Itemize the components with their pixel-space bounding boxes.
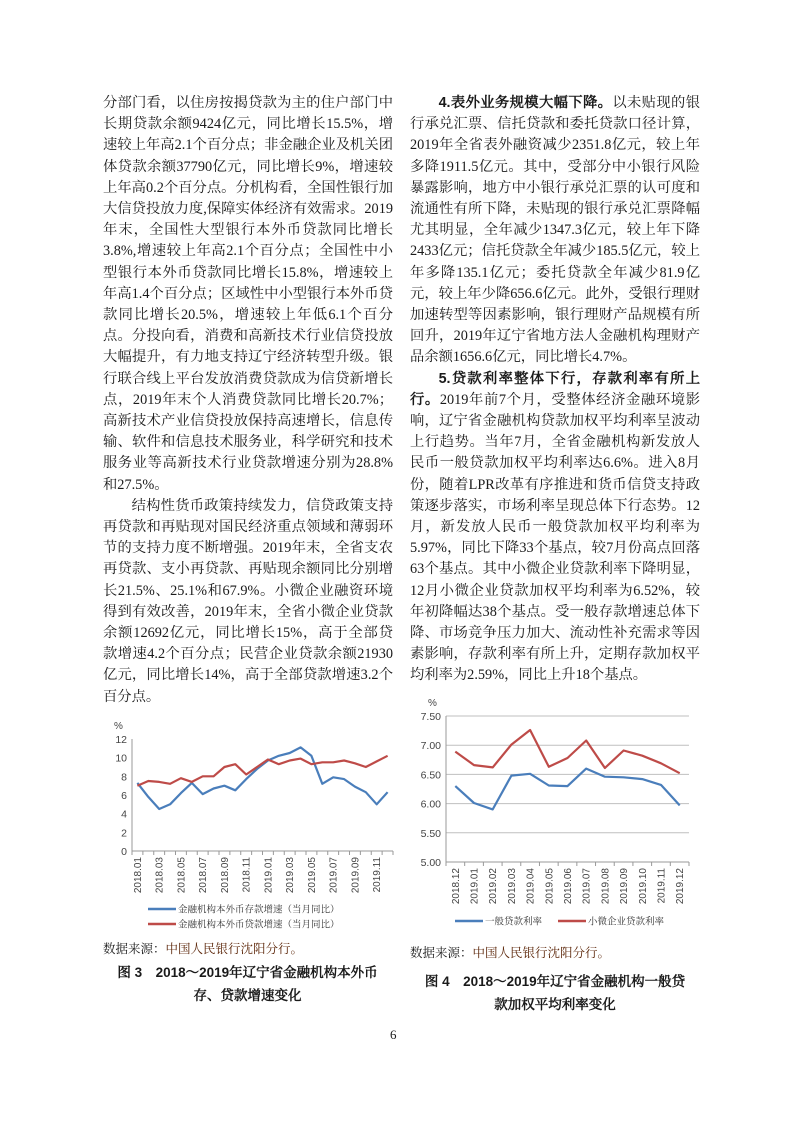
figure-3-caption: 图 3 2018～2019年辽宁省金融机构本外币 存、贷款增速变化 [117, 965, 378, 1003]
y-axis-unit: % [114, 721, 123, 732]
y-tick-label: 5.00 [420, 857, 441, 869]
paragraph-interest-rates [410, 369, 700, 687]
section-heading-5: 5.贷款利率整体下行，存款利率有所上行。 [410, 370, 700, 408]
x-tick-label: 2018.09 [219, 857, 231, 894]
x-tick-label: 2019.03 [285, 857, 297, 894]
x-tick-label: 2019.01 [263, 857, 275, 894]
page-number: 6 [390, 1027, 397, 1042]
x-tick-label: 2019.03 [506, 868, 518, 905]
y-tick-label: 7.00 [420, 740, 441, 753]
series-line-0 [137, 747, 387, 809]
figure-4 [405, 693, 705, 1018]
paragraph-text: 2019年前7个月，受整体经济金融环境影响，辽宁省金融机构贷款加权平均利率呈波动上行趋势。当年7月，全省金融机构新发放人民币一般贷款加权平均利率达6.6%。进入8月份，随着LPR改革有序推进和货币信贷支持政策逐步落实，市场利率呈现总体下行态势。12月，新发放人民币一般贷款加权平均利率为5.97%，同比下降33个基点，较7月份高点回落63个基点。其中小微企业贷款利率下降明显，12月小微企业贷款加权平均利率为6.52%，较年初降幅达38个基点。受一般存款增速总体下降、市场竞争压力加大、流动性补充需求等因素影响，存款利率有所上升，定期存款加权平均利率为2.59%，同比上升18个基点。 [410, 391, 700, 684]
y-tick-label: 6.00 [420, 798, 441, 811]
x-tick-label: 2019.12 [675, 868, 687, 905]
chart-figure-3 [100, 714, 400, 936]
left-column [103, 93, 393, 708]
chart-figure-4 [405, 693, 705, 933]
paragraph-loans-by-sector: 分部门看，以住房按揭贷款为主的住户部门中长期贷款余额9424亿元，同比增长15.5%，增速较上年高2.1个百分点；非金融企业及机关团体贷款余额37790亿元，同比增长9%，增速较上年高0.2个百分点。分机构看，全国性银行加大信贷投放力度,保障实体经济有效需求。2019年末，全国性大型银行本外币贷款同比增长3.8%,增速较上年高2.1个百分点；全国性中小型银行本外币贷款同比增长15.8%，增速较上年高1.4个百分点；区域性中小型银行本外币贷款同比增长20.5%，增速较上年低6.1个百分点。分投向看，消费和高新技术行业信贷投放大幅提升，有力地支持辽宁经济转型升级。银行联合线上平台发放消费贷款成为信贷新增长点，2019年末个人消费贷款同比增长20.7%；高新技术产业信贷投放保持高速增长，信息传输、软件和信息技术服务业，科学研究和技术服务业等高新技术行业贷款增速分别为28.8%和27.5%。 [103, 95, 393, 493]
figure-3-source: 数据来源：中国人民银行沈阳分行。 [103, 942, 304, 956]
x-tick-label: 2019.04 [525, 868, 537, 905]
x-tick-label: 2018.12 [450, 868, 462, 905]
y-tick-label: 6.50 [420, 769, 441, 782]
legend-label: 小微企业贷款利率 [588, 916, 665, 928]
x-tick-label: 2018.11 [241, 857, 253, 893]
y-tick-label: 7.50 [420, 711, 441, 723]
y-tick-label: 8 [121, 771, 127, 784]
y-tick-label: 6 [121, 790, 127, 802]
x-tick-label: 2019.11 [372, 857, 384, 893]
legend-label: 金融机构本外币存款增速（当月同比） [178, 904, 340, 916]
x-tick-label: 2019.08 [600, 868, 612, 905]
x-tick-label: 2018.05 [176, 857, 188, 894]
paragraph-off-balance-sheet [410, 93, 700, 369]
x-tick-label: 2018.03 [154, 857, 166, 894]
x-tick-label: 2019.09 [619, 868, 631, 905]
series-line-1 [455, 730, 679, 773]
x-tick-label: 2019.11 [656, 868, 668, 904]
x-tick-label: 2019.05 [306, 857, 318, 894]
y-tick-label: 4 [121, 808, 127, 821]
x-tick-label: 2019.07 [581, 868, 593, 905]
x-tick-label: 2019.07 [328, 857, 340, 894]
figure-4-source: 数据来源：中国人民银行沈阳分行。 [410, 946, 611, 960]
paragraph-text: 以未贴现的银行承兑汇票、信托贷款和委托贷款口径计算，2019年全省表外融资减少2351.8亿元，较上年多降1911.5亿元。其中，受部分中小银行风险暴露影响，地方中小银行承兑汇票的认可度和流通性有所下降，未贴现的银行承兑汇票降幅尤其明显，全年减少1347.3亿元，较上年下降2433亿元；信托贷款全年减少185.5亿元，较上年多降135.1亿元；委托贷款全年减少81.9亿元，较上年少降656.6亿元。此外，受银行理财加速转型等因素影响，银行理财产品规模有所回升，2019年辽宁省地方法人金融机构理财产品余额1656.6亿元，同比增长4.7%。 [410, 95, 700, 366]
legend-label: 金融机构本外币贷款增速（当月同比） [178, 919, 340, 931]
y-tick-label: 10 [115, 752, 127, 765]
figure-4-caption: 图 4 2018～2019年辽宁省金融机构一般贷 款加权平均利率变化 [424, 974, 686, 1012]
x-tick-label: 2019.05 [544, 868, 556, 905]
section-heading-4: 4.表外业务规模大幅下降。 [438, 95, 613, 111]
x-tick-label: 2019.02 [488, 868, 500, 905]
y-axis-unit: % [428, 698, 437, 709]
x-tick-label: 2019.10 [637, 868, 649, 905]
x-tick-label: 2019.09 [350, 857, 362, 894]
y-tick-label: 0 [121, 846, 127, 858]
series-line-1 [137, 756, 387, 786]
right-column [410, 93, 700, 687]
y-tick-label: 5.50 [420, 827, 441, 840]
legend-label: 一般贷款利率 [485, 916, 543, 928]
y-tick-label: 12 [115, 734, 127, 746]
y-tick-label: 2 [121, 827, 127, 840]
x-tick-label: 2018.07 [198, 857, 210, 894]
paragraph-structural-policy: 结构性货币政策持续发力，信贷政策支持再贷款和再贴现对国民经济重点领域和薄弱环节的支持力度不断增强。2019年末，全省支农再贷款、支小再贷款、再贴现余额同比分别增长21.5%、25.1%和67.9%。小微企业融资环境得到有效改善，2019年末，全省小微企业贷款余额12692亿元，同比增长15%，高于全部贷款增速4.2个百分点；民营企业贷款余额21930亿元，同比增长14%，高于全部贷款增速3.2个百分点。 [103, 497, 393, 705]
x-tick-label: 2018.01 [132, 857, 144, 894]
figure-3 [100, 714, 400, 1014]
x-tick-label: 2019.01 [469, 868, 481, 905]
x-tick-label: 2019.06 [563, 868, 574, 905]
